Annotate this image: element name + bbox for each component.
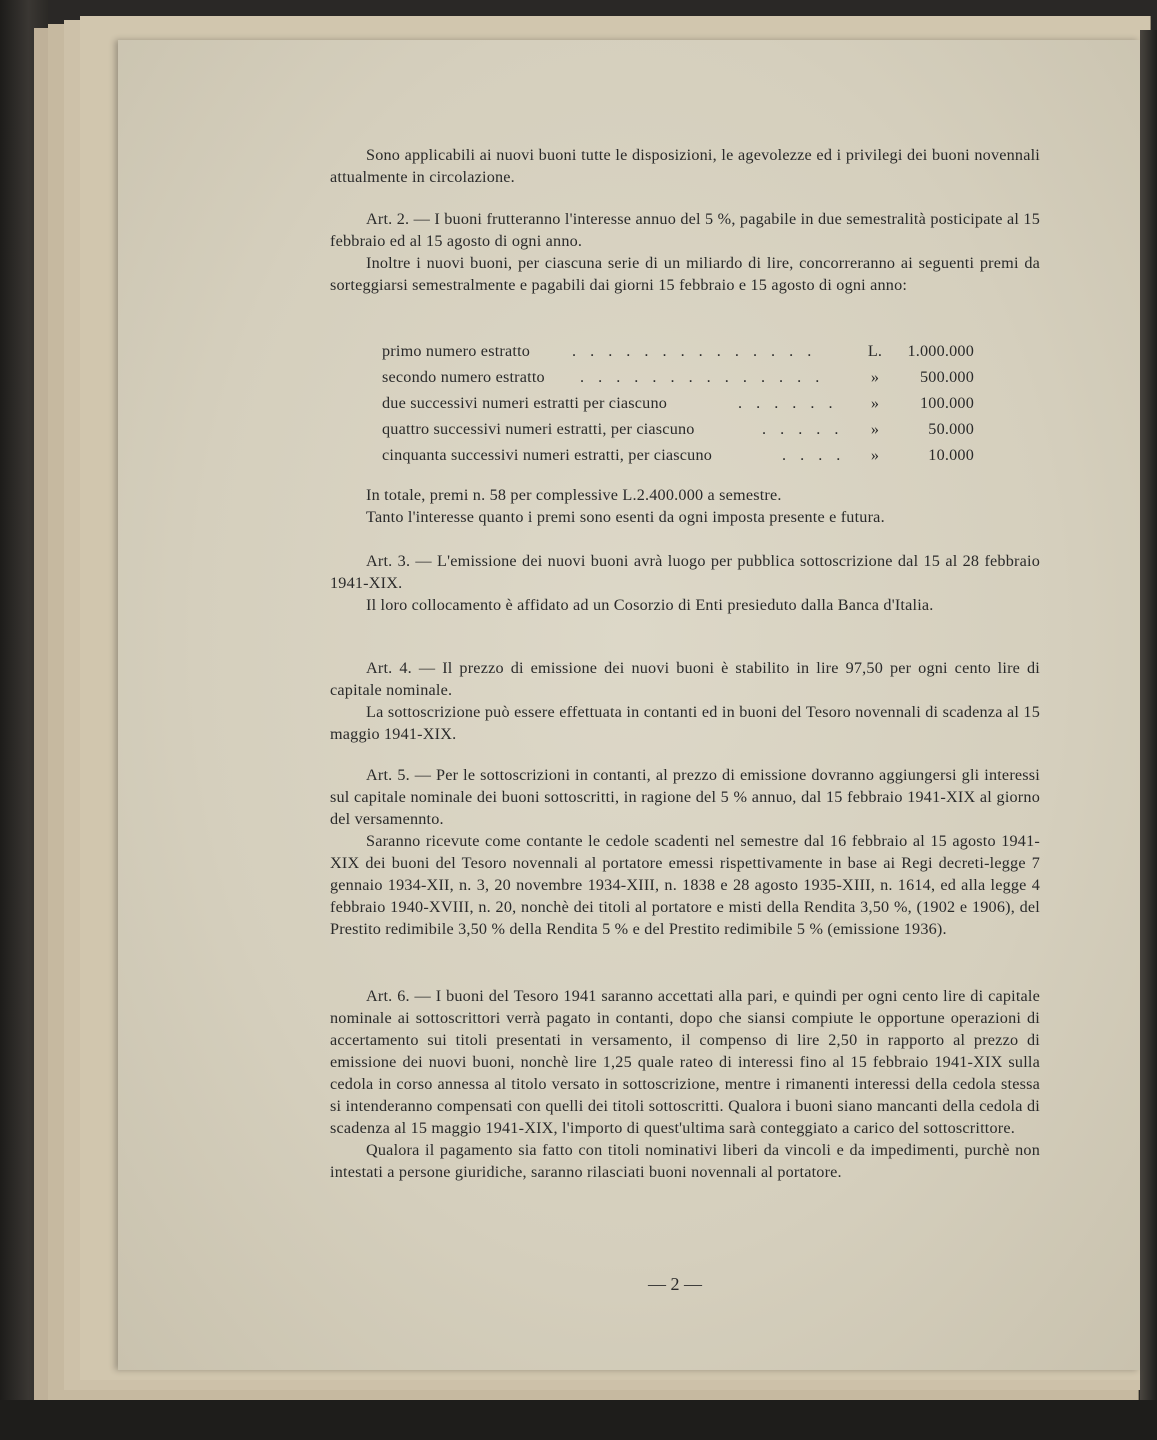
article-4 (330, 657, 1040, 745)
prize-currency: » (870, 394, 880, 412)
paragraph-text: In totale, premi n. 58 per complessive L.2.400.000 a semestre. (366, 486, 782, 504)
prize-label: quattro successivi numeri estratti, per ciascuno (382, 420, 695, 438)
page-number: — 2 — (648, 1274, 702, 1294)
prize-list (382, 340, 982, 470)
prize-label: cinquanta successivi numeri estratti, per ciascuno (382, 446, 713, 464)
prize-label: secondo numero estratto (382, 368, 545, 386)
article-3 (330, 550, 1040, 616)
paragraph-text: Tanto l'interesse quanto i premi sono esenti da ogni imposta presente e futura. (366, 508, 885, 526)
prize-leader-dots: . . . . . . (738, 394, 838, 412)
prize-leader-dots: . . . . . . . . . . . . . . (572, 342, 817, 360)
prize-amount: 50.000 (928, 420, 974, 438)
paragraph-text: Art. 2. — I buoni frutteranno l'interesse annuo del 5 %, pagabile in due semestralità posticipate al 15 febbraio ed al 15 agosto di ogni anno. (330, 210, 1040, 250)
paragraph-text: Art. 5. — Per le sottoscrizioni in contanti, al prezzo di emissione dovranno aggiungersi gli interessi sul capitale nominale dei buoni sottoscritti, in ragione del 5 % annuo, dal 15 febbraio 1941-XIX al giorno del versamennto. (330, 766, 1040, 828)
prize-leader-dots: . . . . . (762, 420, 844, 438)
paragraph-text: La sottoscrizione può essere effettuata in contanti ed in buoni del Tesoro novennali di scadenza al 15 maggio 1941-XIX. (330, 703, 1040, 743)
article-2 (330, 208, 1040, 296)
prize-currency: L. (867, 342, 883, 360)
paragraph-text: Saranno ricevute come contante le cedole scadenti nel semestre dal 16 febbraio al 15 agosto 1941-XIX dei buoni del Tesoro novennali al portatore emessi rispettivamente in base ai Regi decreti-legge 7 gennaio 1934-XII, n. 3, 20 novembre 1934-XIII, n. 1838 e 28 agosto 1935-XIII, n. 1614, ed alla legge 4 febbraio 1940-XVIII, n. 20, nonchè dei titoli al portatore e misti della Rendita 3,50 %, (1902 e 1906), del Prestito redimibile 3,50 % della Rendita 5 % e del Prestito redimibile 5 % (emissione 1936). (330, 832, 1040, 938)
article-6 (330, 985, 1040, 1183)
prize-leader-dots: . . . . (782, 446, 846, 464)
paragraph-text: Inoltre i nuovi buoni, per ciascuna serie di un miliardo di lire, concorreranno ai seguenti premi da sorteggiarsi semestralmente e pagabili dai giorni 15 febbraio e 15 agosto di ogni anno: (330, 254, 1040, 294)
paragraph-text: Qualora il pagamento sia fatto con titoli nominativi liberi da vincoli e da impedimenti, purchè non intestati a persone giuridiche, saranno rilasciati buoni novennali al portatore. (330, 1141, 1040, 1181)
prize-currency: » (870, 368, 880, 386)
prize-label: due successivi numeri estratti per ciascuno (382, 394, 668, 412)
article-5 (330, 764, 1040, 940)
prize-amount: 500.000 (919, 368, 974, 386)
paragraph-text: Sono applicabili ai nuovi buoni tutte le disposizioni, le agevolezze ed i privilegi dei buoni novennali attualmente in circolazione. (330, 146, 1040, 186)
book-right-edge (1140, 30, 1157, 1410)
prize-amount: 1.000.000 (907, 342, 974, 360)
prize-leader-dots: . . . . . . . . . . . . . . (580, 368, 825, 386)
book-bottom-edge (0, 1400, 1157, 1440)
prize-currency: » (870, 420, 880, 438)
prize-amount: 100.000 (919, 394, 974, 412)
prize-currency: » (870, 446, 880, 464)
paragraph-text: Art. 6. — I buoni del Tesoro 1941 saranno accettati alla pari, e quindi per ogni cento lire di capitale nominale ai sottoscrittori verrà pagato in contanti, dopo che siansi compiute le opportune operazioni di accertamento sui titoli presentati in versamento, il compenso di lire 2,50 in rapporto al prezzo di emissione dei nuovi buoni, nonchè lire 1,25 quale rateo di interessi fino al 15 febbraio 1941-XIX sulla cedola in corso annessa al titolo versato in sottoscrizione, mentre i rimanenti interessi della cedola stessa si intenderanno compensati con quelli dei titoli sottoscritti. Qualora i buoni siano mancanti della cedola di scadenza al 15 maggio 1941-XIX, l'importo di quest'ultima sarà conteggiato a carico del sottoscrittore. (330, 987, 1040, 1137)
paragraph-text: Art. 4. — Il prezzo di emissione dei nuovi buoni è stabilito in lire 97,50 per ogni cento lire di capitale nominale. (330, 659, 1040, 699)
prize-amount: 10.000 (928, 446, 974, 464)
prize-row (382, 366, 982, 392)
prize-label: primo numero estratto (382, 342, 531, 360)
paragraph-text: Art. 3. — L'emissione dei nuovi buoni avrà luogo per pubblica sottoscrizione dal 15 al 28 febbraio 1941-XIX. (330, 552, 1040, 592)
prize-row (382, 340, 982, 366)
prize-row (382, 444, 982, 470)
prize-row (382, 392, 982, 418)
prize-row (382, 418, 982, 444)
paragraph-text: Il loro collocamento è affidato ad un Cosorzio di Enti presieduto dalla Banca d'Italia. (366, 596, 934, 614)
paragraph-intro (330, 144, 1040, 188)
totals-section (330, 484, 1040, 528)
